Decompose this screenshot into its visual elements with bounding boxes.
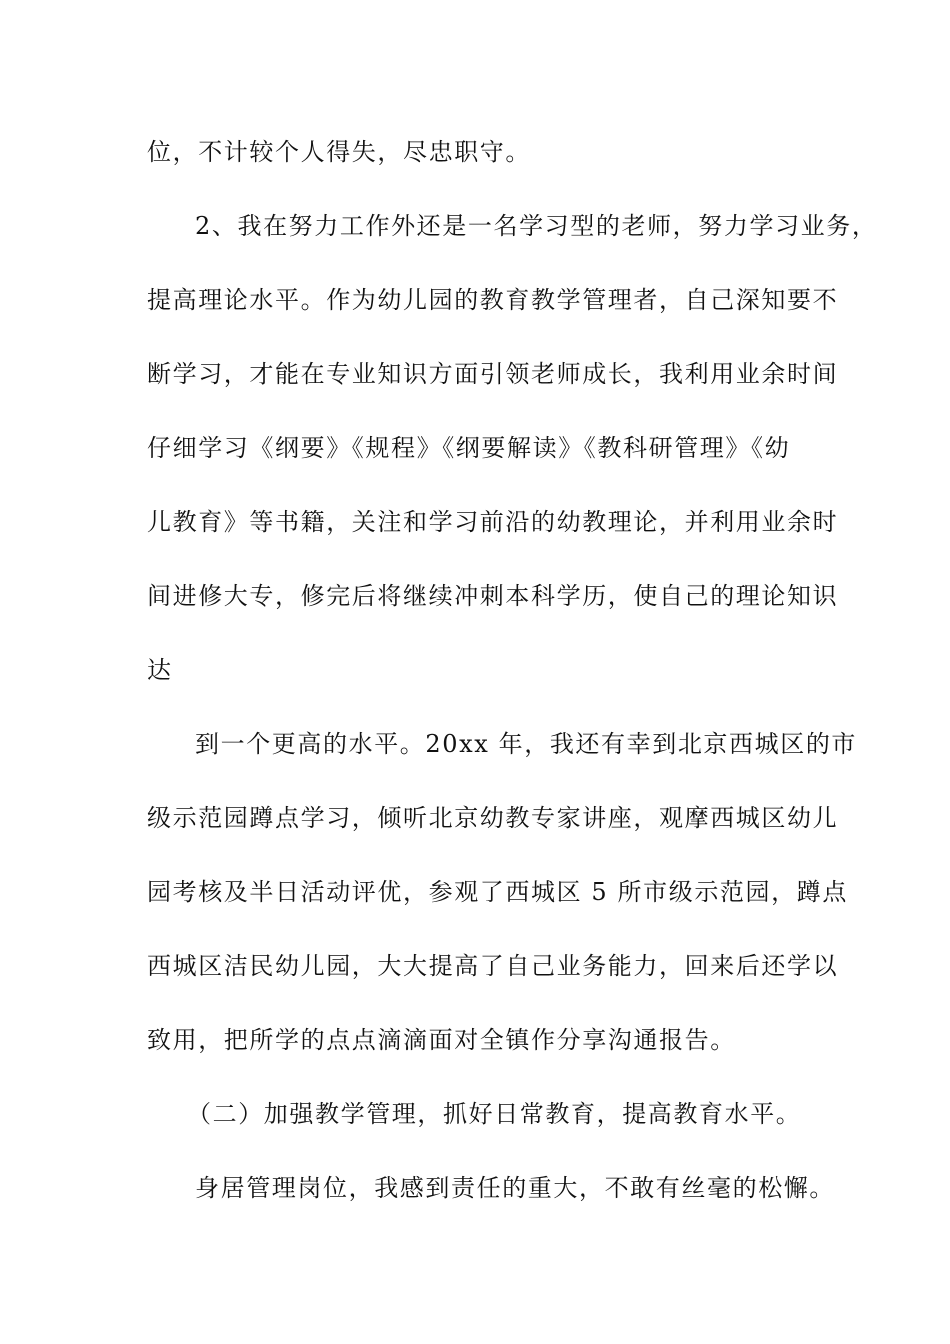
text-line: 身居管理岗位，我感到责任的重大，不敢有丝毫的松懈。	[195, 1174, 835, 1202]
section-heading: （二）加强教学管理，抓好日常教育，提高教育水平。	[187, 1100, 802, 1128]
text-line: 断学习，才能在专业知识方面引领老师成长，我利用业余时间	[147, 360, 839, 388]
text-line: 间进修大专，修完后将继续冲刺本科学历，使自己的理论知识	[147, 582, 839, 610]
text-line: 级示范园蹲点学习，倾听北京幼教专家讲座，观摩西城区幼儿	[147, 804, 839, 832]
text-line: 园考核及半日活动评优，参观了西城区 5 所市级示范园，蹲点	[147, 878, 848, 906]
text-line: 提高理论水平。作为幼儿园的教育教学管理者，自己深知要不	[147, 286, 839, 314]
text-line: 达	[147, 656, 173, 684]
text-line: 仔细学习《纲要》《规程》《纲要解读》《教科研管理》《幼	[147, 434, 791, 462]
text-line: 致用，把所学的点点滴滴面对全镇作分享沟通报告。	[147, 1026, 736, 1054]
text-line: 位，不计较个人得失，尽忠职守。	[147, 138, 531, 166]
text-line: 西城区洁民幼儿园，大大提高了自己业务能力，回来后还学以	[147, 952, 839, 980]
text-line: 儿教育》等书籍，关注和学习前沿的幼教理论，并利用业余时	[147, 508, 839, 536]
text-line: 2、我在努力工作外还是一名学习型的老师，努力学习业务，	[195, 212, 878, 240]
text-line: 到一个更高的水平。20xx 年，我还有幸到北京西城区的市	[195, 730, 858, 758]
